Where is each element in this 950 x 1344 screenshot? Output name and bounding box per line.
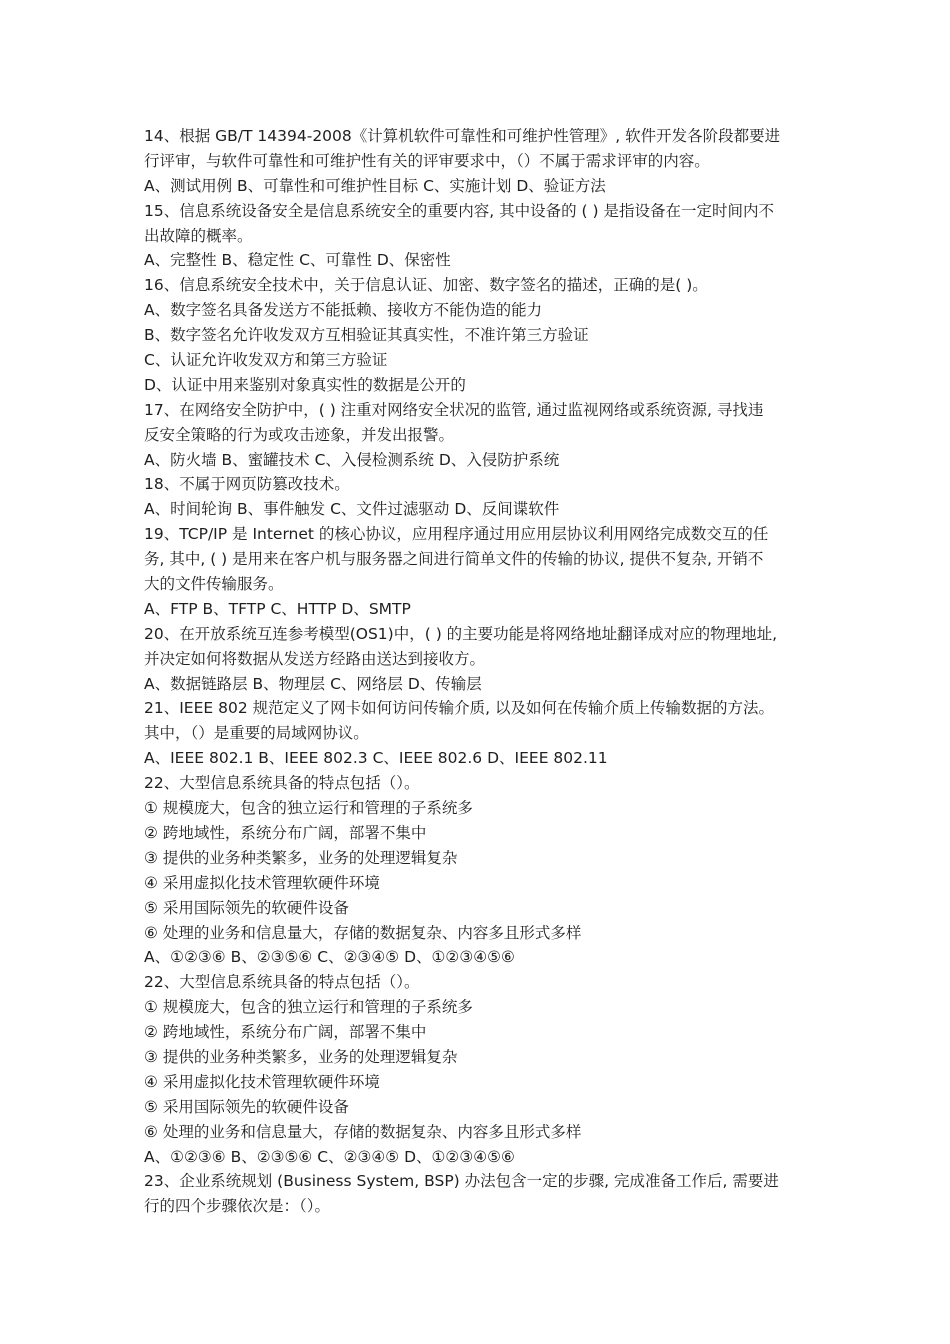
text-line: A、IEEE 802.1 B、IEEE 802.3 C、IEEE 802.6 D、IEEE 802.11: [144, 749, 608, 768]
text-line: ② 跨地域性，系统分布广阔，部署不集中: [144, 1023, 427, 1042]
document-body: [144, 124, 814, 1219]
text-line: ① 规模庞大，包含的独立运行和管理的子系统多: [144, 998, 473, 1017]
text-line: ③ 提供的业务种类繁多，业务的处理逻辑复杂: [144, 848, 458, 867]
text-line: ⑤ 采用国际领先的软硬件设备: [144, 898, 349, 917]
text-line: ③ 提供的业务种类繁多，业务的处理逻辑复杂: [144, 1047, 458, 1066]
text-line: 行评审，与软件可靠性和可维护性有关的评审要求中，（）不属于需求评审的内容。: [144, 151, 710, 170]
text-line: A、测试用例 B、可靠性和可维护性目标 C、实施计划 D、验证方法: [144, 176, 606, 195]
text-line: 并决定如何将数据从发送方经路由送达到接收方。: [144, 649, 486, 668]
text-line: 16、信息系统安全技术中，关于信息认证、加密、数字签名的描述，正确的是( )。: [144, 276, 708, 295]
text-line: 出故障的概率。: [144, 226, 253, 245]
text-line: 19、TCP/IP 是 Internet 的核心协议，应用程序通过用应用层协议利用网络完成数交互的任: [144, 525, 769, 544]
text-line: 务, 其中, ( ) 是用来在客户机与服务器之间进行简单文件的传输的协议, 提供不复杂, 开销不: [144, 550, 764, 569]
text-line: A、FTP B、TFTP C、HTTP D、SMTP: [144, 599, 411, 618]
text-line: 其中，（）是重要的局域网协议。: [144, 724, 369, 743]
text-line: A、数字签名具备发送方不能抵赖、接收方不能伪造的能力: [144, 301, 543, 320]
text-line: 23、企业系统规划 (Business System, BSP) 办法包含一定的步骤, 完成准备工作后, 需要进: [144, 1172, 779, 1191]
text-line: A、①②③⑥ B、②③⑤⑥ C、②③④⑤ D、①②③④⑤⑥: [144, 1147, 515, 1166]
text-line: ④ 采用虚拟化技术管理软硬件环境: [144, 1072, 380, 1091]
text-line: C、认证允许收发双方和第三方验证: [144, 351, 388, 370]
text-line: A、防火墙 B、蜜罐技术 C、入侵检测系统 D、入侵防护系统: [144, 450, 560, 469]
text-line: 18、不属于网页防篡改技术。: [144, 475, 350, 494]
text-line: ⑥ 处理的业务和信息量大，存储的数据复杂、内容多且形式多样: [144, 1122, 582, 1141]
text-line: 大的文件传输服务。: [144, 575, 284, 594]
text-line: 14、根据 GB/T 14394-2008《计算机软件可靠性和可维护性管理》, 软件开发各阶段都要进: [144, 127, 781, 145]
text-line: A、①②③⑥ B、②③⑤⑥ C、②③④⑤ D、①②③④⑤⑥: [144, 948, 515, 967]
text-line: A、时间轮询 B、事件触发 C、文件过滤驱动 D、反间谍软件: [144, 500, 560, 519]
text-line: A、数据链路层 B、物理层 C、网络层 D、传输层: [144, 674, 482, 693]
text-line: A、完整性 B、稳定性 C、可靠性 D、保密性: [144, 251, 451, 270]
text-line: ② 跨地域性，系统分布广阔，部署不集中: [144, 823, 427, 842]
text-line: B、数字签名允许收发双方互相验证其真实性，不准许第三方验证: [144, 326, 589, 345]
text-line: 17、在网络安全防护中，( ) 注重对网络安全状况的监管, 通过监视网络或系统资源, 寻找违: [144, 400, 764, 419]
text-line: 20、在开放系统互连参考模型(OS1)中，( ) 的主要功能是将网络地址翻译成对应的物理地址,: [144, 624, 778, 643]
text-line: ① 规模庞大，包含的独立运行和管理的子系统多: [144, 799, 473, 818]
text-line: ⑥ 处理的业务和信息量大，存储的数据复杂、内容多且形式多样: [144, 923, 582, 942]
text-line: ⑤ 采用国际领先的软硬件设备: [144, 1097, 349, 1116]
text-line: 反安全策略的行为或攻击迹象，并发出报警。: [144, 425, 455, 444]
text-line: 行的四个步骤依次是：（）。: [144, 1197, 331, 1216]
text-line: 21、IEEE 802 规范定义了网卡如何访问传输介质, 以及如何在传输介质上传输数据的方法。: [144, 699, 774, 718]
text-line: 22、大型信息系统具备的特点包括（）。: [144, 973, 420, 992]
text-line: D、认证中用来鉴别对象真实性的数据是公开的: [144, 375, 466, 394]
text-line: 15、信息系统设备安全是信息系统安全的重要内容, 其中设备的 ( ) 是指设备在一定时间内不: [144, 201, 774, 220]
text-line: 22、大型信息系统具备的特点包括（）。: [144, 774, 420, 793]
text-line: ④ 采用虚拟化技术管理软硬件环境: [144, 873, 380, 892]
